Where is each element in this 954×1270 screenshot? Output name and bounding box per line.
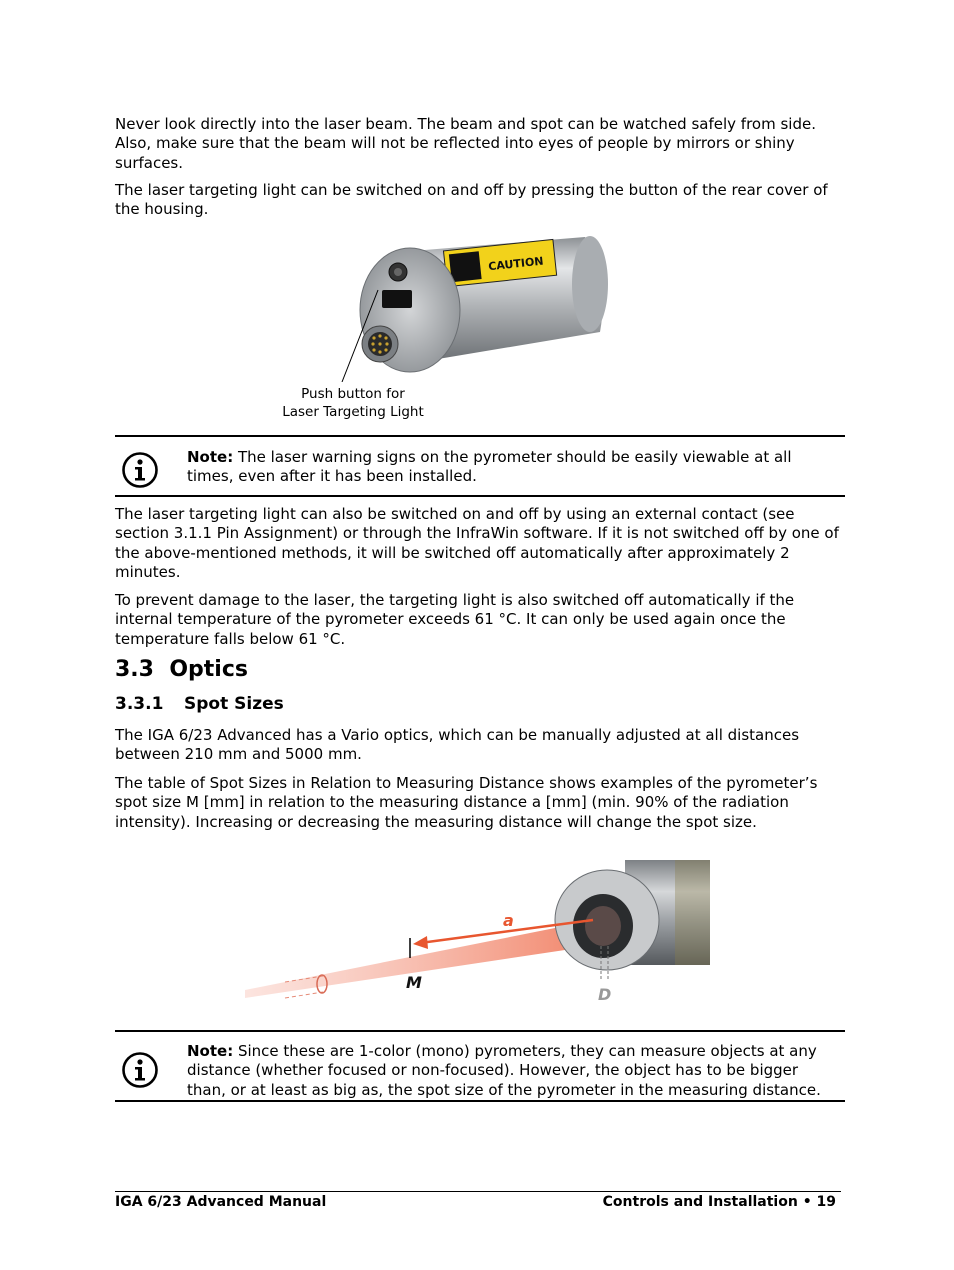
subsection-title: Spot Sizes	[184, 694, 284, 714]
laser-beam	[245, 920, 605, 998]
paragraph-laser-warning: Never look directly into the laser beam. The beam and spot can be watched safely from side. Also, make sure that the beam will not be reflected into eyes of people by mirrors or shiny surfaces.	[115, 115, 816, 172]
label-a: a	[503, 911, 514, 930]
info-icon	[121, 451, 159, 489]
paragraph-spot-size-table: The table of Spot Sizes in Relation to Measuring Distance shows examples of the pyrometer’s spot size M [mm] in relation to the measuring distance a [mm] (min. 90% of the radiation intensity). Increasing or decreasing the measuring distance will change the spot size.	[115, 774, 818, 831]
note-box-mono-pyrometers	[115, 1030, 845, 1102]
info-icon	[121, 1051, 159, 1089]
subsection-heading-spot-sizes	[115, 694, 284, 714]
paragraph-vario-optics: The IGA 6/23 Advanced has a Vario optics, which can be manually adjusted at all distances between 210 mm and 5000 mm.	[115, 726, 800, 764]
note-box-laser-signs	[115, 435, 845, 497]
caption-line-2: Laser Targeting Light	[282, 404, 424, 420]
spot-size-diagram	[245, 858, 710, 1006]
section-heading-optics	[115, 657, 248, 682]
note-text	[187, 1042, 841, 1100]
note-body: Since these are 1-color (mono) pyrometers, they can measure objects at any distance (whether focused or non-focused). However, the object has to be bigger than, or at least as big as, the spot size of the pyrometer in the measuring distance.	[187, 1042, 821, 1099]
note-body: The laser warning signs on the pyrometer should be easily viewable at all times, even after it has been installed.	[187, 448, 792, 486]
note-text	[187, 448, 841, 487]
label-m: M	[406, 973, 422, 992]
footer-chapter-page: Controls and Installation • 19	[602, 1194, 836, 1210]
paragraph-push-button: The laser targeting light can be switched on and off by pressing the button of the rear cover of the housing.	[115, 181, 828, 219]
footer-rule	[115, 1191, 841, 1192]
paragraph-temperature: To prevent damage to the laser, the targeting light is also switched off automatically if the internal temperature of the pyrometer exceeds 61 °C. It can only be used again once the temperature falls below 61 °C.	[115, 591, 795, 648]
display-window	[382, 290, 412, 308]
footer-manual-title: IGA 6/23 Advanced Manual	[115, 1194, 327, 1210]
pyrometer-photo	[310, 232, 615, 382]
figure-caption	[270, 385, 436, 421]
section-title: Optics	[169, 657, 248, 682]
caption-line-1: Push button for	[301, 386, 405, 402]
section-number: 3.3	[115, 657, 154, 682]
note-label: Note:	[187, 1042, 234, 1060]
caution-label: CAUTION	[487, 254, 545, 274]
note-label: Note:	[187, 448, 234, 466]
paragraph-external-contact: The laser targeting light can also be switched on and off by using an external contact (see section 3.1.1 Pin Assignment) or through the InfraWin software. If it is not switched off by one of the above-mentioned methods, it will be switched off automatically after approximately 2 minutes.	[115, 505, 839, 581]
label-d: D	[598, 985, 612, 1004]
subsection-number: 3.3.1	[115, 694, 164, 714]
